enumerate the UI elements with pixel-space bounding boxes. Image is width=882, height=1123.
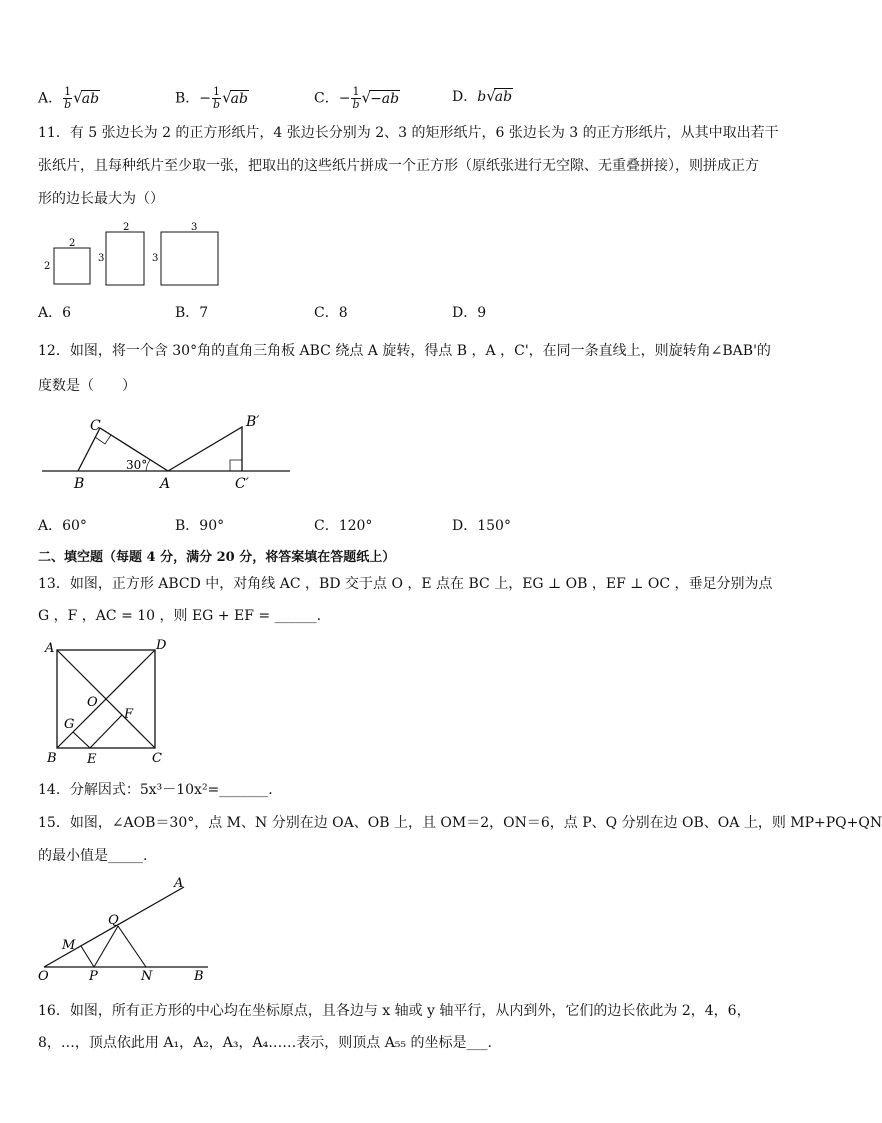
q15-label-m: M — [62, 938, 76, 953]
q11-option-a: A．6 — [38, 305, 72, 321]
q10-option-d: D．b√ab — [452, 87, 513, 105]
section-title: 二、填空题（每题 4 分，满分 20 分，将答案填在答题纸上） — [38, 550, 396, 565]
q15-label-n: N — [141, 969, 153, 984]
q11-label: 2 — [69, 238, 76, 249]
q11-label: 3 — [98, 253, 105, 264]
q12-label-c: C — [90, 418, 101, 434]
q16-line-1: 16．如图，所有正方形的中心均在坐标原点，且各边与 x 轴或 y 轴平行，从内到外，它们的边长依此为 2，4，6， — [38, 1003, 751, 1019]
q12-triangle-abc — [78, 428, 168, 471]
q15-figure — [36, 874, 216, 984]
q12-label-b-prime: B′ — [246, 414, 260, 430]
q10-option-b: B．− $\frac{1}{b}$ √ab — [175, 85, 248, 111]
q13-label-e: E — [87, 752, 97, 767]
q13-label-c: C — [152, 751, 162, 766]
q15-line-1: 15．如图，∠AOB＝30°，点 M、N 分别在边 OA、OB 上，且 OM＝2，ON＝6，点 P、Q 分别在边 OB、OA 上，则 MP+PQ+QN — [38, 815, 882, 831]
q11-line-1: 11．有 5 张边长为 2 的正方形纸片，4 张边长分别为 2、3 的矩形纸片，6 张边长为 3 的正方形纸片，从其中取出若干 — [38, 125, 779, 141]
q13-figure — [40, 638, 180, 768]
q11-square-2 — [54, 248, 90, 284]
q15-segment-mp — [81, 946, 94, 967]
q12-triangle-ab'c' — [168, 427, 242, 471]
q13-label-g: G — [64, 717, 75, 732]
q13-label-d: D — [156, 638, 167, 653]
q13-line-1: 13．如图，正方形 ABCD 中，对角线 AC ，BD 交于点 O ，E 点在 BC 上，EG ⊥ OB ，EF ⊥ OC ，垂足分别为点 — [38, 576, 773, 592]
q11-figure — [40, 222, 230, 292]
q13-label-b: B — [47, 751, 57, 766]
q12-figure — [40, 408, 300, 498]
q12-label-b: B — [74, 476, 85, 492]
q15-segment-qn — [118, 926, 146, 967]
q12-right-angle-c-prime — [230, 460, 242, 471]
q11-label: 2 — [123, 222, 130, 233]
q11-option-b: B．7 — [175, 305, 209, 321]
q11-line-2: 张纸片，且每种纸片至少取一张，把取出的这些纸片拼成一个正方形（原纸张进行无空隙、无重叠拼接），则拼成正方 — [38, 158, 759, 174]
q12-line-2: 度数是（ ） — [38, 378, 136, 394]
q12-label-c-prime: C′ — [235, 476, 249, 492]
q15-label-o: O — [38, 969, 49, 984]
q12-option-a: A．60° — [38, 518, 87, 534]
q13-segment-eg — [73, 732, 90, 748]
q12-option-d: D．150° — [452, 518, 511, 534]
q15-label-q: Q — [108, 913, 119, 928]
q12-label-angle: 30° — [126, 458, 148, 472]
q11-option-c: C．8 — [314, 305, 348, 321]
q11-line-3: 形的边长最大为（） — [38, 191, 164, 207]
q11-square-3 — [161, 232, 218, 285]
q11-label: 2 — [44, 261, 51, 272]
q15-label-p: P — [89, 969, 98, 984]
q13-label-o: O — [87, 695, 98, 710]
q11-rect-2x3 — [106, 232, 144, 285]
q11-label: 3 — [152, 253, 159, 264]
q11-label: 3 — [191, 222, 198, 233]
q13-label-a: A — [45, 641, 55, 656]
q15-label-a: A — [174, 876, 184, 891]
q10-option-c: C．− $\frac{1}{b}$ √−ab — [314, 85, 400, 111]
q15-label-b: B — [194, 969, 204, 984]
q12-option-b: B．90° — [175, 518, 225, 534]
q16-line-2: 8，…，顶点依此用 A₁，A₂，A₃，A₄……表示，则顶点 A₅₅ 的坐标是___. — [38, 1035, 492, 1051]
q13-line-2: G ，F ，AC = 10 ，则 EG + EF = ______. — [38, 608, 322, 624]
q12-option-c: C．120° — [314, 518, 373, 534]
q13-segment-ef — [90, 715, 122, 748]
q12-label-a: A — [160, 476, 171, 492]
q12-line-1: 12．如图，将一个含 30°角的直角三角板 ABC 绕点 A 旋转，得点 B ，A ，C'，在同一条直线上，则旋转角∠BAB'的 — [38, 343, 771, 359]
q14-text: 14．分解因式：5x³－10x²=_______. — [38, 782, 273, 798]
q13-label-f: F — [124, 707, 134, 722]
q10-option-a: A． $\frac{1}{b}$ √ab — [38, 85, 100, 111]
q15-line-2: 的最小值是_____. — [38, 848, 148, 864]
q11-option-d: D．9 — [452, 305, 487, 321]
